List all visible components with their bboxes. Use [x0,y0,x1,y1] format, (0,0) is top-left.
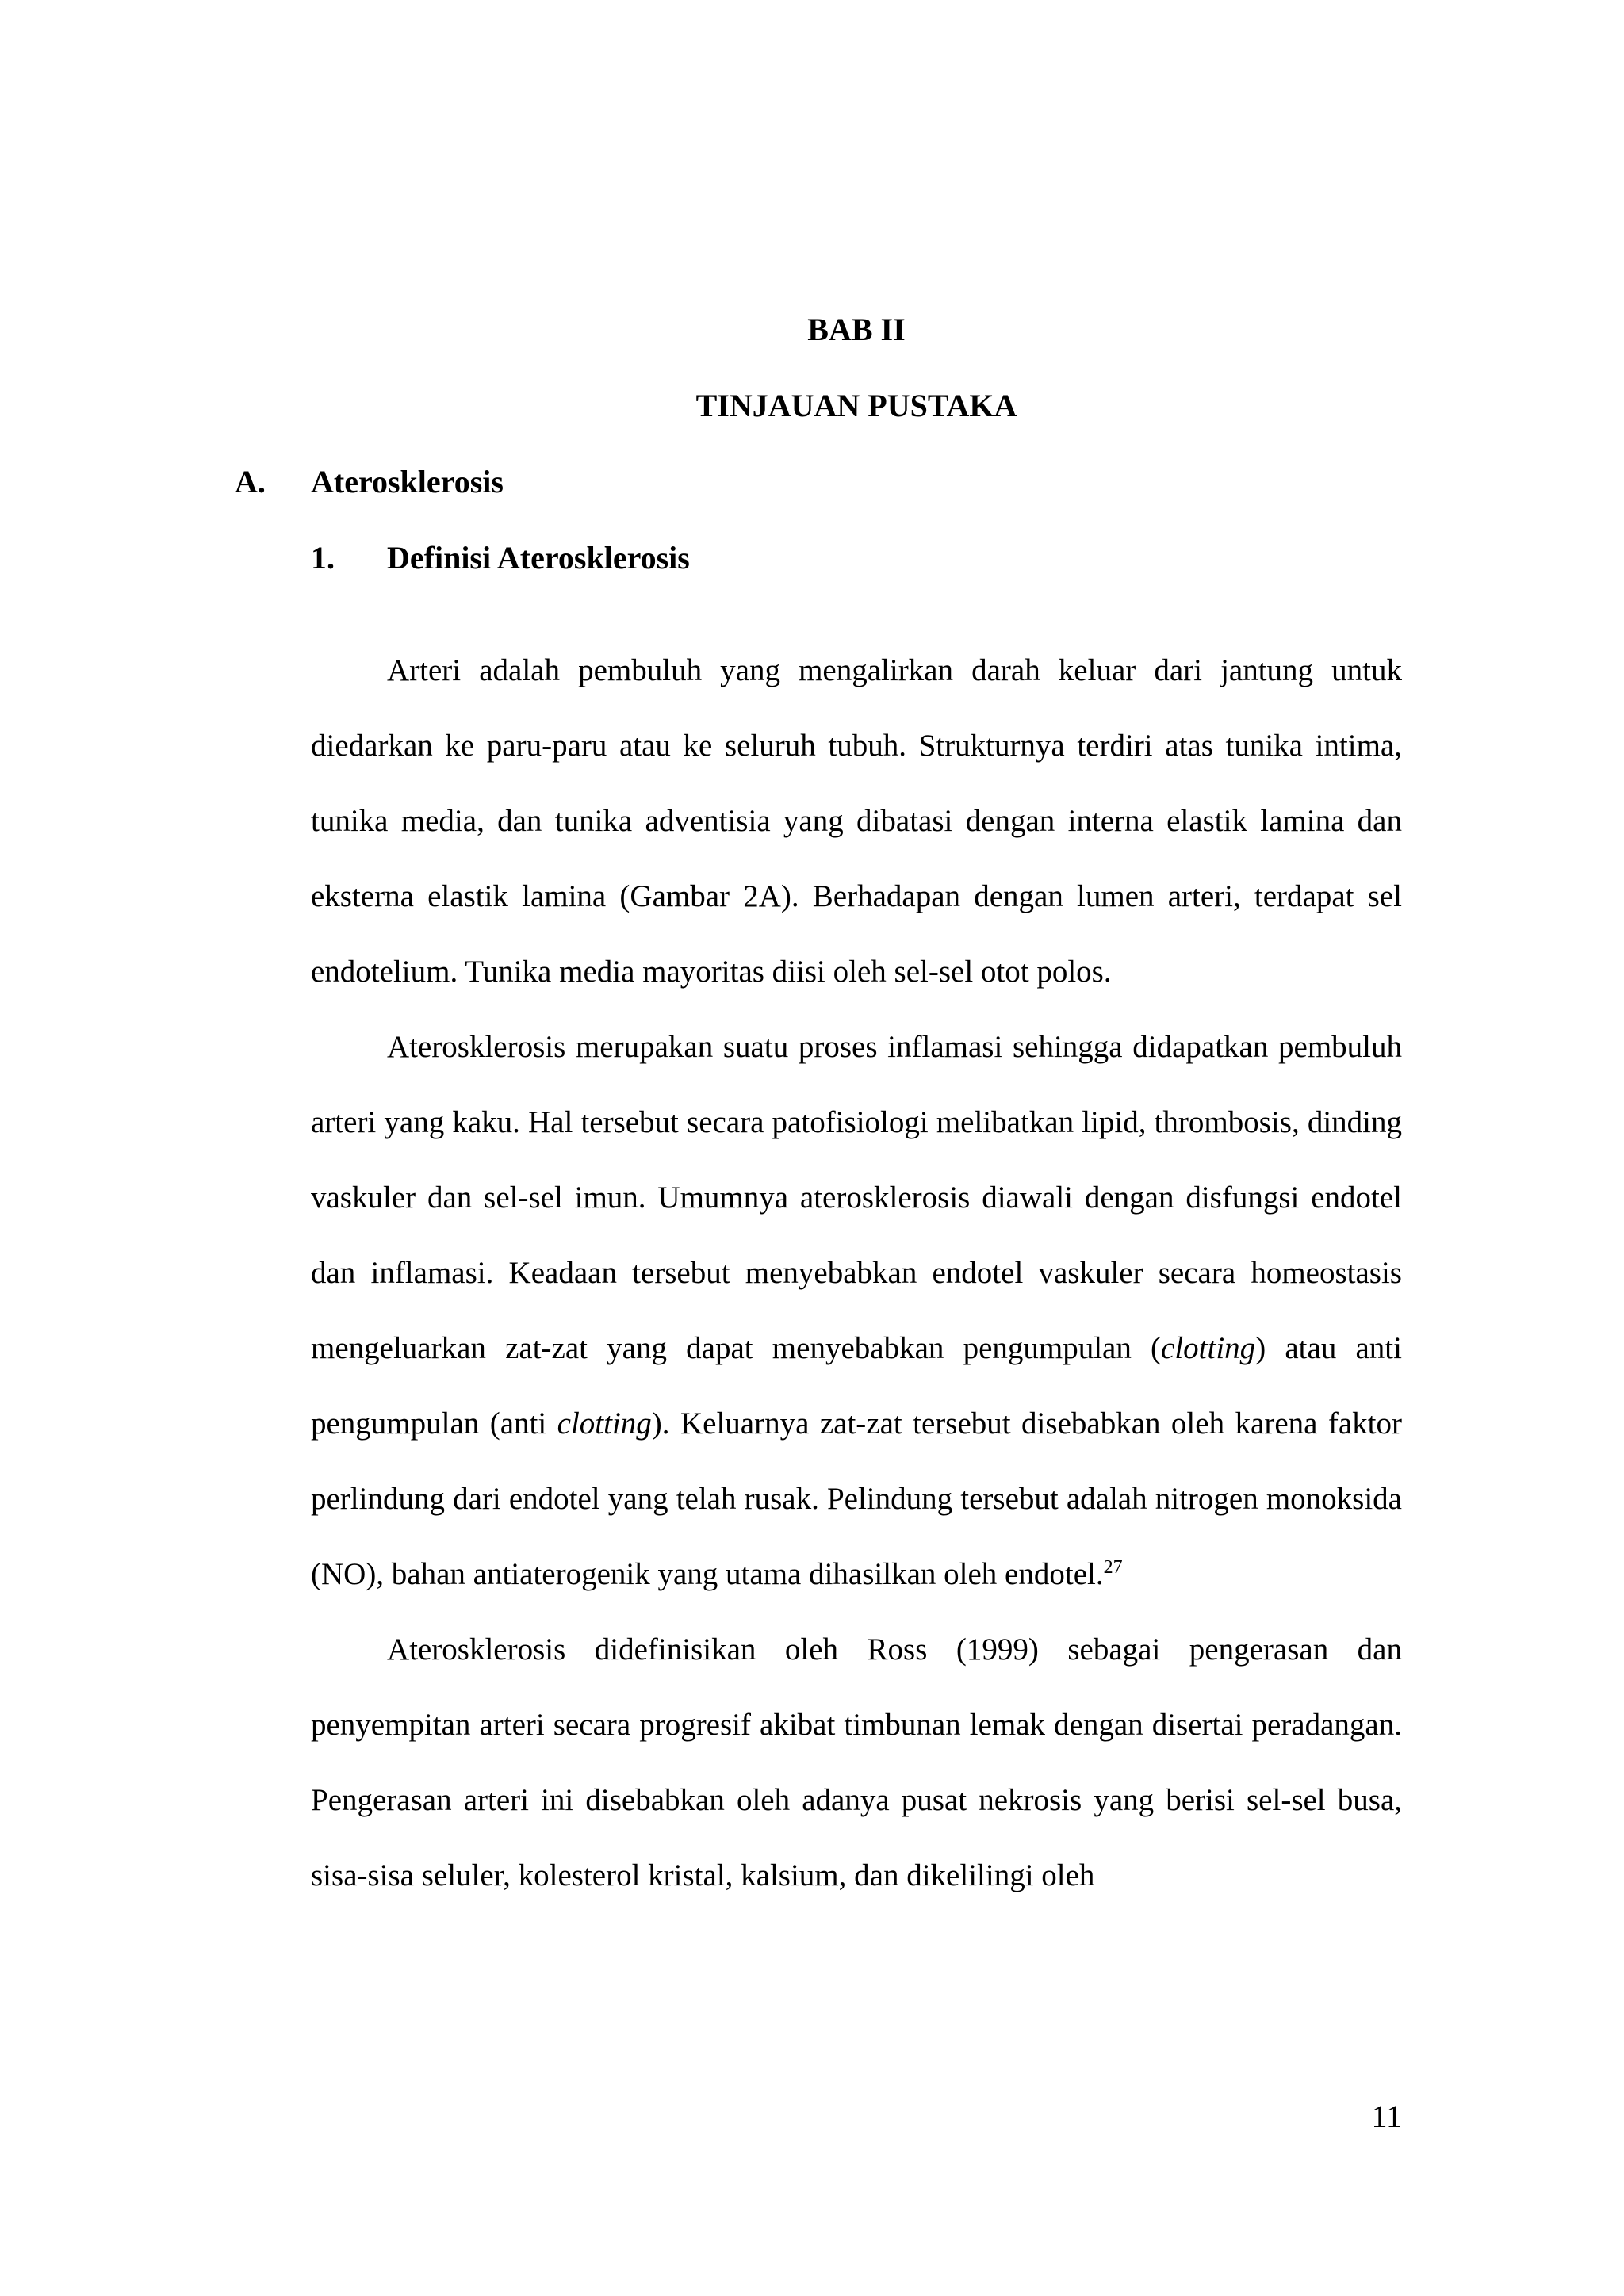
italic-term: clotting [557,1406,652,1441]
paragraph-aterosklerosis-inflamasi [311,1009,1402,1612]
subsection-number: 1. [311,540,335,576]
subsection-title: Definisi Aterosklerosis [387,540,690,576]
body-text [311,633,1402,1913]
italic-term: clotting [1161,1331,1256,1365]
paragraph-arteri: Arteri adalah pembuluh yang mengalirkan darah keluar dari jantung untuk diedarkan ke paru-paru atau ke seluruh tubuh. Strukturnya terdiri atas tunika intima, tunika media, dan tunika adventisia yang dibatasi dengan interna elastik lamina dan eksterna elastik lamina (Gambar 2A). Berhadapan dengan lumen arteri, terdapat sel endotelium. Tunika media mayoritas diisi oleh sel-sel otot polos. [311,653,1402,989]
paragraph-text: ). Keluarnya zat-zat tersebut disebabkan oleh karena faktor perlindung dari endotel yang telah rusak. Pelindung tersebut adalah nitrogen monoksida (NO), bahan antiaterogenik yang utama dihasilkan oleh endotel. [311,1406,1402,1591]
chapter-title: TINJAUAN PUSTAKA [695,388,1017,423]
paragraph-text: ) atau anti pengumpulan (anti [311,1331,1402,1441]
chapter-number: BAB II [807,312,906,347]
section-title: Aterosklerosis [311,464,504,499]
paragraph-text: Aterosklerosis merupakan suatu proses inflamasi sehingga didapatkan pembuluh arteri yang kaku. Hal tersebut secara patofisiologi melibatkan lipid, thrombosis, dinding vaskuler dan sel-sel imun. Umumnya aterosklerosis diawali dengan disfungsi endotel dan inflamasi. Keadaan tersebut menyebabkan endotel vaskuler secara homeostasis mengeluarkan zat-zat yang dapat menyebabkan pengumpulan ( [311,1030,1402,1365]
section-number: A. [235,464,266,499]
paragraph-ross-definition: Aterosklerosis didefinisikan oleh Ross (1999) sebagai pengerasan dan penyempitan arteri secara progresif akibat timbunan lemak dengan disertai peradangan. Pengerasan arteri ini disebabkan oleh adanya pusat nekrosis yang berisi sel-sel busa, sisa-sisa seluler, kolesterol kristal, kalsium, dan dikelilingi oleh [311,1632,1402,1892]
page-number: 11 [1371,2099,1402,2134]
citation-superscript: 27 [1103,1557,1123,1578]
